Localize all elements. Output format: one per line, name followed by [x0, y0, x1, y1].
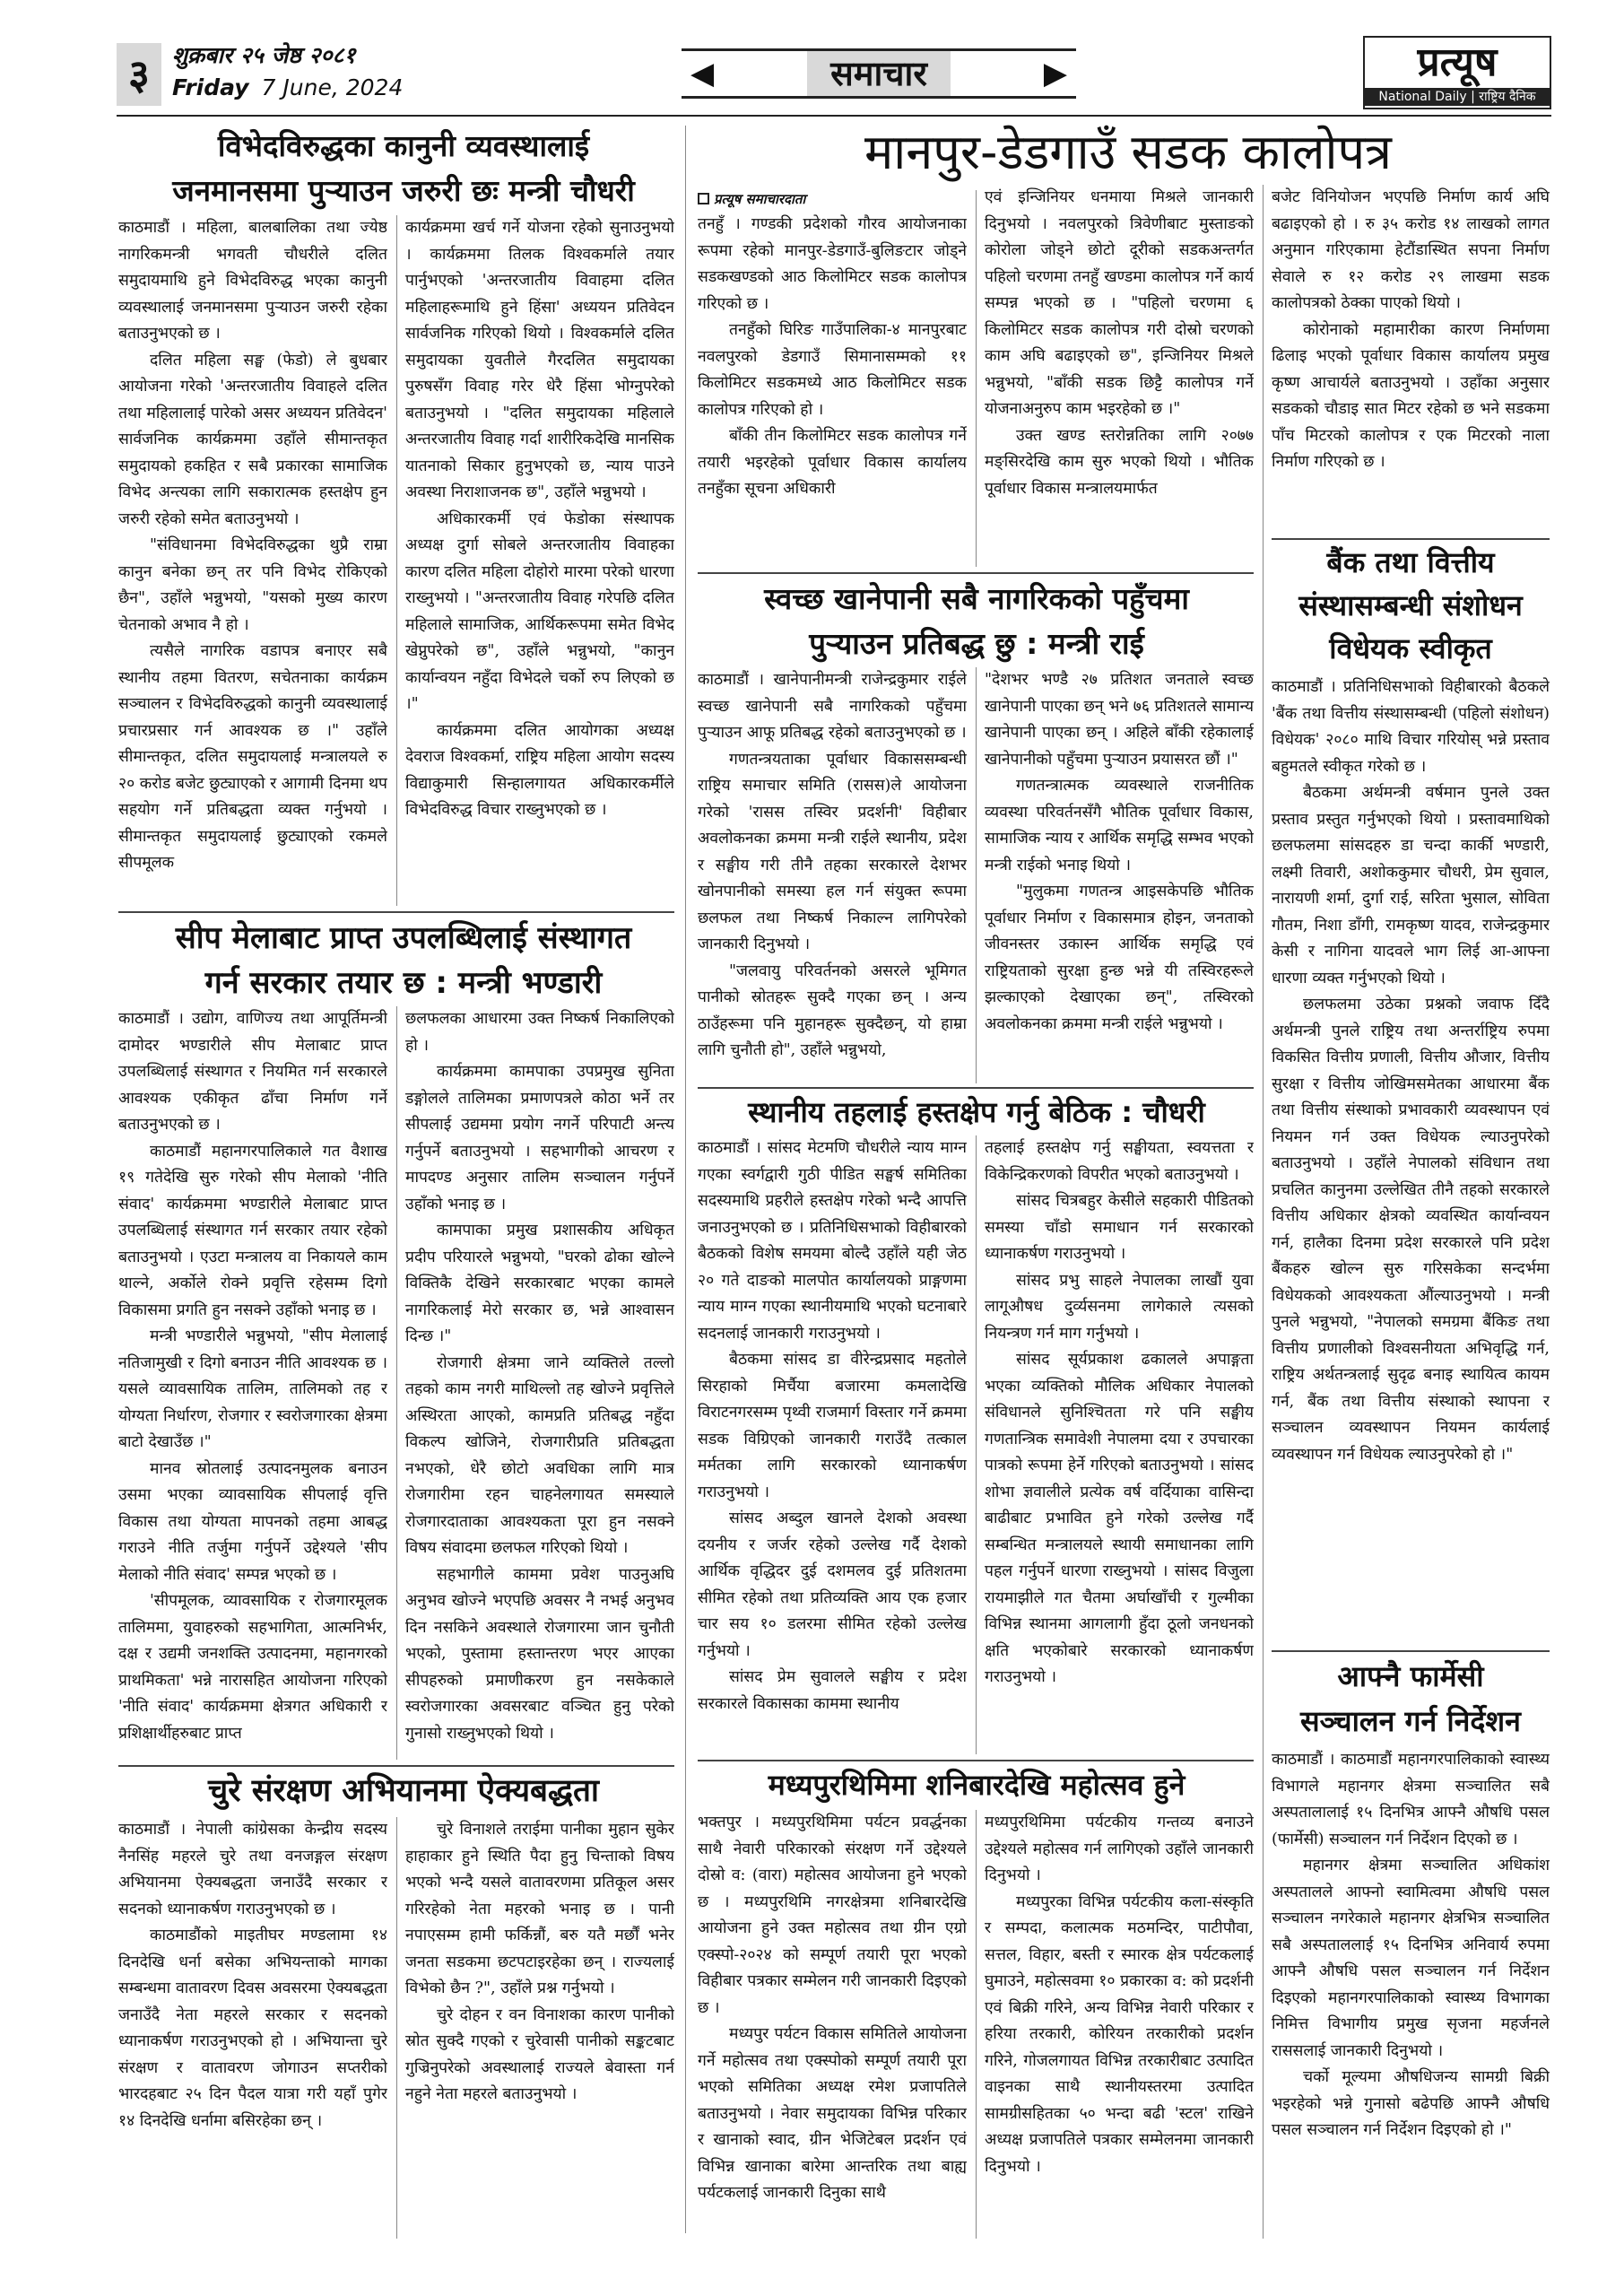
sthaniya-headline: स्थानीय तहलाई हस्तक्षेप गर्नु बेठिक : चौधरी	[748, 1095, 1205, 1129]
paragraph: तनहुँ । गण्डकी प्रदेशको गौरव आयोजनाका रूपमा रहेको मानपुर-डेडगाउँ-बुलिङटार जोड्ने सडकखण्डको आठ किलोमिटर सडक कालोपत्र गरिएको छ ।	[698, 215, 967, 313]
paragraph: गणतन्त्रात्मक व्यवस्थाले राजनीतिक व्यवस्था परिवर्तनसँगै भौतिक पूर्वाधार विकास, सामाजिक न्याय र आर्थिक समृद्धि सम्भव भएको मन्त्री राईको भनाइ थियो ।	[985, 777, 1254, 874]
triangle-left-icon: ◀	[690, 56, 715, 91]
paragraph: "मुलुकमा गणतन्त्र आइसकेपछि भौतिक पूर्वाधार निर्माण र विकासमात्र होइन, जनताको जीवनस्तर उकास्न आर्थिक समृद्धि एवं राष्ट्रियताको सुरक्षा हुन्छ भन्ने यी तस्विरहरूले झल्काएको देखाएका छन्", तस्विरको अवलोकनका क्रममा मन्त्री राईले भन्नुभयो ।	[985, 883, 1254, 1033]
pharmacy-headline-1: आफ्नै फार्मेसी	[1337, 1659, 1484, 1693]
paragraph: कार्यक्रममा कामपाका उपप्रमुख सुनिता डङ्गोलले तालिमका प्रमाणपत्रले कोठा भर्ने तर सीपलाई उद्यममा प्रयोग नगर्ने परिपाटी अन्त्य गर्नुपर्ने बताउनुभयो । सहभागीको आचरण र मापदण्ड अनुसार तालिम सञ्चालन गर्नुपर्ने उहाँको भनाइ छ ।	[405, 1063, 674, 1213]
checkbox-square-icon	[698, 193, 709, 204]
seep-headline-1: सीप मेलाबाट प्राप्त उपलब्धिलाई संस्थागत	[175, 920, 632, 956]
paragraph: सांसद अब्दुल खानले देशको अवस्था दयनीय र जर्जर रहेको उल्लेख गर्दै देशको आर्थिक वृद्धिदर दुई दशमलव दुई प्रतिशतमा सीमित रहेको तथा प्रतिव्यक्ति आय एक हजार चार सय १० डलरमा सीमित रहेको उल्लेख गर्नुभयो ।	[698, 1509, 967, 1660]
paragraph: 'सीपमूलक, व्यावसायिक र रोजगारमूलक तालिममा, युवाहरुको सहभागिता, आत्मनिर्भर, दक्ष र उद्यमी जनशक्ति उत्पादनमा, महानगरको प्राथमिकता' भन्ने नारासहित आयोजना गरिएको 'नीति संवाद' कार्यक्रममा क्षेत्रगत अधिकारी र प्रशिक्षार्थीहरुबाट प्राप्त	[118, 1592, 387, 1743]
day-english: Friday	[172, 74, 249, 100]
issue-dates	[172, 39, 403, 104]
paragraph: चर्को मूल्यमा औषधिजन्य सामग्री बिक्री भइरहेको भन्ने गुनासो बढेपछि आफ्नै औषधि पसल सञ्चालन गर्न निर्देशन दिइएको हो ।"	[1272, 2068, 1550, 2139]
paragraph: मन्त्री भण्डारीले भन्नुभयो, "सीप मेलालाई नतिजामुखी र दिगो बनाउन नीति आवश्यक छ । यसले व्यावसायिक तालिम, तालिमको तह र योग्यता निर्धारण, रोजगार र स्वरोजगारका क्षेत्रमा बाटो देखाउँछ ।"	[118, 1327, 387, 1451]
madhyapur-headline: मध्यपुरथिमिमा शनिबारदेखि महोत्सव हुने	[768, 1768, 1185, 1802]
manpur-column-3	[1272, 185, 1550, 538]
paragraph: तनहुँको घिरिङ गाउँपालिका-४ मानपुरबाट नवलपुरको डेडगाउँ सिमानासम्मको ११ किलोमिटर सडकमध्ये आठ किलोमिटर सडक कालोपत्र गरिएको हो ।	[698, 321, 967, 419]
chure-column-2	[405, 1817, 674, 2239]
masthead	[117, 36, 1551, 113]
bibhed-headline-1: विभेदविरुद्धका कानुनी व्यवस्थालाई	[217, 128, 590, 163]
date-english	[172, 72, 403, 104]
paragraph: काठमाडौं । उद्योग, वाणिज्य तथा आपूर्तिमन्त्री दामोदर भण्डारीले सीप मेलाबाट प्राप्त उपलब्धिलाई संस्थागत र नियमित गर्न सरकारले आवश्यक एकीकृत ढाँचा निर्माण गर्ने बताउनुभएको छ ।	[118, 1010, 387, 1134]
byline-text: प्रत्यूष समाचारदाता	[714, 191, 806, 207]
paragraph: गणतन्त्रयताका पूर्वाधार विकाससम्बन्धी राष्ट्रिय समाचार समिति (रासस)ले आयोजना गरेको 'रासस तस्विर प्रदर्शनी' विहीबार अवलोकनका क्रममा मन्त्री राईले स्थानीय, प्रदेश र सङ्घीय गरी तीनै तहका सरकारले देशभर खोनपानीको समस्या हल गर्न संयुक्त रूपमा छलफल तथा निष्कर्ष निकाल्न लागिपरेको जानकारी दिनुभयो ।	[698, 750, 967, 953]
bank-headline-2: संस्थासम्बन्धी संशोधन	[1298, 588, 1523, 622]
paragraph: कामपाका प्रमुख प्रशासकीय अधिकृत प्रदीप परियारले भन्नुभयो, "घरको ढोका खोल्ने विक्तिकै देखिने सरकारबाट भएका कामले नागरिकलाई मेरो सरकार छ, भन्ने आश्वासन दिन्छ ।"	[405, 1222, 674, 1345]
paragraph: तहलाई हस्तक्षेप गर्नु सङ्घीयता, स्वयत्तता र विकेन्द्रिकरणको विपरीत भएको बताउनुभयो ।	[985, 1139, 1254, 1184]
article-rule	[698, 1760, 1254, 1761]
paragraph: कार्यक्रममा खर्च गर्ने योजना रहेको सुनाउनुभयो । कार्यक्रममा तिलक विश्वकर्माले तयार पार्नुभएको 'अन्तरजातीय विवाहमा दलित महिलाहरूमाथि हुने हिंसा' अध्ययन प्रतिवेदन सार्वजनिक गरिएको थियो । विश्वकर्माले दलित समुदायका युवतीले गैरदलित समुदायका पुरुषसँग विवाह गरेर धेरै हिंसा भोग्नुपरेको बताउनुभयो । "दलित समुदायका महिलाले अन्तरजातीय विवाह गर्दा शारीरिकदेखि मानसिक यातनाको सिकार हुनुभएको छ, न्याय पाउने अवस्था निराशाजनक छ", उहाँले भन्नुभयो ।	[405, 219, 674, 501]
swachha-headline-1: स्वच्छ खानेपानी सबै नागरिकको पहुँचमा	[764, 581, 1189, 616]
paragraph: चुरे विनाशले तराईमा पानीका मुहान सुकेर हाहाकार हुने स्थिति पैदा हुनु चिन्ताको विषय भएको भन्दै यसले वातावरणमा प्रतिकूल असर गरिरहेको नेता महरको भनाइ छ । पानी नपाएसम्म हामी फर्किन्नौं, बरु यतै मर्छौं भनेर जनता सडकमा छटपटाइरहेका छन् । राज्यलाई विभेको छैन ?", उहाँले प्रश्न गर्नुभयो ।	[405, 1821, 674, 1997]
paragraph: एवं इन्जिनियर धनमाया मिश्रले जानकारी दिनुभयो । नवलपुरको त्रिवेणीबाट मुस्ताङको कोरोला जोड्ने छोटो दूरीको सडकअन्तर्गत पहिलो चरणमा तनहुँ खण्डमा कालोपत्र गर्ने कार्य सम्पन्न भएको छ । "पहिलो चरणमा ६ किलोमिटर सडक कालोपत्र गरी दोस्रो चरणको काम अघि बढाइएको छ", इन्जिनियर मिश्रले भन्नुभयो, "बाँकी सडक छिट्टै कालोपत्र गर्ने योजनाअनुरुप काम भइरहेको छ ।"	[985, 188, 1254, 418]
paragraph: महानगर क्षेत्रमा सञ्चालित अधिकांश अस्पतालले आफ्नो स्वामित्वमा औषधि पसल सञ्चालन नगरेकाले महानगर क्षेत्रभित्र सञ्चालित सबै अस्पताललाई १५ दिनभित्र अनिवार्य रुपमा आफ्नै औषधि पसल सञ्चालन गर्न निर्देशन दिइएको महानगरपालिकाको स्वास्थ्य विभागका निमित्त विभागीय प्रमुख सृजना महर्जनले राससलाई जानकारी दिनुभयो ।	[1272, 1857, 1550, 2060]
paragraph: मानव स्रोतलाई उत्पादनमुलक बनाउन उसमा भएका व्यावसायिक सीपलाई वृत्ति विकास तथा योग्यता मापनको तहमा आबद्ध गराउने नीति तर्जुमा गर्नुपर्ने उद्देश्यले 'सीप मेलाको नीति संवाद' सम्पन्न भएको छ ।	[118, 1459, 387, 1584]
paragraph: मध्यपुर पर्यटन विकास समितिले आयोजना गर्ने महोत्सव तथा एक्स्पोको सम्पूर्ण तयारी पूरा भएको समितिका अध्यक्ष रमेश प्रजापतिले बताउनुभयो । नेवार समुदायका विभिन्न परिकार र खानाको स्वाद, ग्रीन भेजिटेबल प्रदर्शन एवं विभिन्न खानाका बारेमा आन्तरिक तथा बाह्य पर्यटकलाई जानकारी दिनुका साथै	[698, 2025, 967, 2202]
paragraph: काठमाडौं । प्रतिनिधिसभाको विहीबारको बैठकले 'बैंक तथा वित्तीय संस्थासम्बन्धी (पहिलो संशोधन) विधेयक' २०८० माथि विचार गरियोस् भन्ने प्रस्ताव बहुमतले स्वीकृत गरेको छ ।	[1272, 678, 1550, 776]
swachha-headline-2: पुर्‍याउन प्रतिबद्ध छु : मन्त्री राई	[809, 626, 1144, 661]
chure-headline: चुरे संरक्षण अभियानमा ऐक्यबद्धता	[207, 1773, 599, 1809]
bibhed-headline-2: जनमानसमा पुर्‍याउन जरुरी छः मन्त्री चौधरी	[172, 173, 635, 208]
column-divider	[396, 1817, 397, 2239]
paragraph: काठमाडौं । सांसद मेटमणि चौधरीले न्याय माग्न गएका स्वर्गद्वारी गुठी पीडित सङ्घर्ष समितिका सदस्यमाथि प्रहरीले हस्तक्षेप गरेको भन्दै आपत्ति जनाउनुभएको छ । प्रतिनिधिसभाको विहीबारको बैठकको विशेष समयमा बोल्दै उहाँले यही जेठ २० गते दाङको मालपोत कार्यालयको प्राङ्गणमा न्याय माग्न गएका स्थानीयमाथि भएको घटनाबारे सदनलाई जानकारी गराउनुभयो ।	[698, 1139, 967, 1343]
sthaniya-column-1	[698, 1135, 967, 1754]
swachha-column-1	[698, 667, 967, 1083]
paragraph: काठमाडौं । काठमाडौं महानगरपालिकाको स्वास्थ्य विभागले महानगर क्षेत्रमा सञ्चालित सबै अस्पतालालाई १५ दिनभित्र आफ्नै औषधि पसल (फार्मेसी) सञ्चालन गर्न निर्देशन दिएको छ ।	[1272, 1751, 1550, 1848]
paragraph: मध्यपुरथिमिमा पर्यटकीय गन्तव्य बनाउने उद्देश्यले महोत्सव गर्न लागिएको उहाँले जानकारी दिनुभयो ।	[985, 1813, 1254, 1884]
article-rule	[698, 1087, 1254, 1089]
manpur-column-1	[698, 212, 967, 567]
article-rule	[1272, 1650, 1550, 1652]
paragraph: सहभागीले काममा प्रवेश पाउनुअघि अनुभव खोज्ने भएपछि अवसर नै नभई अनुभव दिन नसकिने अवस्थाले रोजगारमा जान चुनौती भएको, पुस्तामा हस्तान्तरण भएर आएका सीपहरुको प्रमाणीकरण हुन नसकेकाले स्वरोजगारका अवसरबाट वञ्चित हुनु परेको गुनासो राख्नुभएको थियो ।	[405, 1565, 674, 1743]
paragraph: सांसद चित्रबहुर केसीले सहकारी पीडितको समस्या चाँडो समाधान गर्न सरकारको ध्यानाकर्षण गराउनुभयो ।	[985, 1192, 1254, 1263]
manpur-byline	[698, 190, 805, 208]
seep-headline-2: गर्न सरकार तयार छ : मन्त्री भण्डारी	[204, 965, 603, 1001]
column-divider	[976, 667, 977, 1083]
paragraph: काठमाडौं । नेपाली कांग्रेसका केन्द्रीय सदस्य नैनसिंह महरले चुरे तथा वनजङ्गल संरक्षण अभियानमा ऐक्यबद्धता जनाउँदै सरकार र सदनको ध्यानाकर्षण गराउनुभएको छ ।	[118, 1821, 387, 1918]
madhyapur-column-1	[698, 1810, 967, 2239]
column-divider	[1263, 185, 1264, 2239]
paragraph: काठमाडौं । खानेपानीमन्त्री राजेन्द्रकुमार राईले स्वच्छ खानेपानी सबै नागरिकको पहुँचमा पुर्‍याउन आफू प्रतिबद्ध रहेको बताउनुभएको छ ।	[698, 671, 967, 742]
paragraph: चुरे दोहन र वन विनाशका कारण पानीको स्रोत सुक्दै गएको र चुरेवासी पानीको सङ्कटबाट गुज्रिनुपरेको अवस्थालाई राज्यले बेवास्ता गर्न नहुने नेता महरले बताउनुभयो ।	[405, 2005, 674, 2103]
sthaniya-column-2	[985, 1135, 1254, 1754]
column-divider	[976, 1810, 977, 2239]
newspaper-logo	[1363, 36, 1551, 109]
paragraph: उक्त खण्ड स्तरोन्नतिका लागि २०७७ मङ्सिरदेखि काम सुरु भएको थियो । भौतिक पूर्वाधार विकास मन्त्रालयमार्फत	[985, 426, 1254, 498]
paragraph: बाँकी तीन किलोमिटर सडक कालोपत्र गर्ने तयारी भइरहेको पूर्वाधार विकास कार्यालय तनहुँका सूचना अधिकारी	[698, 427, 967, 498]
paragraph: कोरोनाको महामारीका कारण निर्माणमा ढिलाइ भएको पूर्वाधार विकास कार्यालय प्रमुख कृष्ण आचार्यले बताउनुभयो । उहाँका अनुसार सडकको चौडाइ सात मिटर रहेको छ भने सडकमा पाँच मिटरको कालोपत्र र एक मिटरको नाला निर्माण गरिएको छ ।	[1272, 320, 1550, 471]
bank-headline-3: विधेयक स्वीकृत	[1329, 631, 1492, 665]
column-divider	[976, 190, 977, 567]
paragraph: छलफलमा उठेका प्रश्नको जवाफ दिँदै अर्थमन्त्री पुनले राष्ट्रिय तथा अन्तर्राष्ट्रिय रुपमा विकसित वित्तीय प्रणाली, वित्तीय औजार, वित्तीय सुरक्षा र वित्तीय जोखिमसमेतका आधारमा बैंक तथा वित्तीय संस्थाको प्रभावकारी व्यवस्थापन एवं नियमन गर्न उक्त विधेयक ल्याउनुपरेको बताउनुभयो । उहाँले नेपालको संविधान तथा प्रचलित कानुनमा उल्लेखित तीनै तहको सरकारले वित्तीय अधिकार क्षेत्रको व्यवस्थित कार्यान्वयन गर्न, हालैका दिनमा प्रदेश सरकारले पनि प्रदेश बैंकहरु खोल्न सुरु गरिसकेका सन्दर्भमा विधेयकको आवश्यकता औंल्याउनुभयो । मन्त्री पुनले भन्नुभयो, "नेपालको समग्रमा बैंकिङ तथा वित्तीय प्रणालीको विश्वसनीयता अभिवृद्धि गर्न, राष्ट्रिय अर्थतन्त्रलाई सुदृढ बनाइ स्थायित्व कायम गर्न, बैंक तथा वित्तीय संस्थाको स्थापना र सञ्चालन व्यवस्थापन नियमन कार्यलाई व्यवस्थापन गर्न विधेयक ल्याउनुपरेको हो ।"	[1272, 996, 1550, 1464]
column-divider	[396, 215, 397, 906]
paragraph: "जलवायु परिवर्तनको असरले भूमिगत पानीको स्रोतहरू सुक्दै गएका छन् । अन्य ठाउँहरूमा पनि मुहानहरू सुक्दैछन्, यो हाम्रा लागि चुनौती हो", उहाँले भन्नुभयो,	[698, 961, 967, 1059]
paragraph: काठमाडौंको माइतीघर मण्डलामा १४ दिनदेखि धर्ना बसेका अभियन्ताको मागका सम्बन्धमा वातावरण दिवस अवसरमा ऐक्यबद्धता जनाउँदै नेता महरले सरकार र सदनको ध्यानाकर्षण गराउनुभएको हो । अभियान्ता चुरे संरक्षण र वातावरण जोगाउन सप्तरीको भारदहबाट २५ दिन पैदल यात्रा गरी यहाँ पुगेर १४ दिनदेखि धर्नामा बसिरहेका छन् ।	[118, 1926, 387, 2130]
bank-headline-1: बैंक तथा वित्तीय	[1326, 545, 1495, 579]
pharmacy-headline-2: सञ्चालन गर्न निर्देशन	[1300, 1704, 1521, 1738]
masthead-rule	[117, 115, 1551, 117]
section-banner	[682, 48, 1076, 99]
page-number: ३	[117, 43, 161, 106]
article-rule	[118, 911, 674, 913]
logo-subtitle: National Daily | राष्ट्रिय दैनिक	[1365, 88, 1550, 106]
paragraph: काठमाडौं । महिला, बालबालिका तथा ज्येष्ठ नागरिकमन्त्री भगवती चौधरीले दलित समुदायमाथि हुने विभेदविरुद्ध भएका कानुनी व्यवस्थालाई जनमानसमा पुर्‍याउन जरुरी रहेका बताउनुभएको छ ।	[118, 219, 387, 343]
swachha-column-2	[985, 667, 1254, 1083]
paragraph: मध्यपुरका विभिन्न पर्यटकीय कला-संस्कृति र सम्पदा, कलात्मक मठमन्दिर, पाटीपौवा, सत्तल, विहार, बस्ती र स्मारक क्षेत्र पर्यटकलाई घुमाउने, महोत्सवमा १० प्रकारका व: को प्रदर्शनी एवं बिक्री गरिने, अन्य विभिन्न नेवारी परिकार र हरिया तरकारी, कोरियन तरकारीको प्रदर्शन गरिने, गोजलगायत विभिन्न तरकारीबाट उत्पादित वाइनका साथै स्थानीयस्तरमा उत्पादित सामग्रीसहितका ५० भन्दा बढी 'स्टल' राखिने अध्यक्ष प्रजापतिले पत्रकार सम्मेलनमा जानकारी दिनुभयो ।	[985, 1892, 1254, 2176]
date-english-text: 7 June, 2024	[261, 74, 404, 100]
paragraph: भक्तपुर । मध्यपुरथिमिमा पर्यटन प्रवर्द्धनका साथै नेवारी परिकारको संरक्षण गर्ने उद्देश्यले दोस्रो व: (वारा) महोत्सव आयोजना हुने भएको छ । मध्यपुरथिमि नगरक्षेत्रमा शनिबारदेखि आयोजना हुने उक्त महोत्सव तथा ग्रीन एग्रो एक्स्पो-२०२४ को सम्पूर्ण तयारी पूरा भएको विहीबार पत्रकार सम्मेलन गरी जानकारी दिइएको छ ।	[698, 1813, 967, 2017]
seep-column-2	[405, 1006, 674, 1760]
column-divider	[396, 1006, 397, 1760]
paragraph: रोजगारी क्षेत्रमा जाने व्यक्तिले तल्लो तहको काम नगरी माथिल्लो तह खोज्ने प्रवृत्तिले अस्थिरता आएको, कामप्रति प्रतिबद्ध नहुँदा विकल्प खोजिने, रोजगारीप्रति प्रतिबद्धता नभएको, धेरै छोटो अवधिका लागि मात्र रोजगारीमा रहन चाहनेलगायत समस्याले रोजगारदाताका आवश्यकता पूरा हुन नसक्ने विषय संवादमा छलफल गरिएको थियो ।	[405, 1353, 674, 1557]
paragraph: काठमाडौं महानगरपालिकाले गत वैशाख १९ गतेदेखि सुरु गरेको सीप मेलाको 'नीति संवाद' कार्यक्रममा भण्डारीले मेलाबाट प्राप्त उपलब्धिलाई संस्थागत गर्न सरकार तयार रहेको बताउनुभयो । एउटा मन्त्रालय वा निकायले काम थाल्ने, अर्कोले रोक्ने प्रवृत्ति रहेसम्म दिगो विकासमा प्रगति हुन नसक्ने उहाँको भनाइ छ ।	[118, 1142, 387, 1319]
paragraph: छलफलका आधारमा उक्त निष्कर्ष निकालिएको हो ।	[405, 1010, 674, 1055]
chure-column-1	[118, 1817, 387, 2239]
paragraph: "संविधानमा विभेदविरुद्धका थुप्रै राम्रा कानुन बनेका छन् तर पनि विभेद रोकिएको छैन", उहाँले भन्नुभयो, "यसको मुख्य कारण चेतनाको अभाव नै हो ।	[118, 536, 387, 634]
manpur-column-2	[985, 185, 1254, 567]
paragraph: अधिकारकर्मी एवं फेडोका संस्थापक अध्यक्ष दुर्गा सोबले अन्तरजातीय विवाहका कारण दलित महिला दोहोरो मारमा परेको धारणा राख्नुभयो । "अन्तरजातीय विवाह गरेपछि दलित महिलाले सामाजिक, आर्थिकरूपमा समेत विभेद खेप्नुपरेको छ", उहाँले भन्नुभयो, "कानुन कार्यान्वयन नहुँदा विभेदले चर्को रुप लिएको छ ।"	[405, 509, 674, 713]
article-rule	[1272, 538, 1550, 540]
paragraph: दलित महिला सङ्घ (फेडो) ले बुधबार आयोजना गरेको 'अन्तरजातीय विवाहले दलित तथा महिलालाई पारेको असर अध्ययन प्रतिवेदन' सार्वजनिक कार्यक्रममा उहाँले सीमान्तकृत समुदायको हकहित र सबै प्रकारका सामाजिक विभेद अन्त्यका लागि सकारात्मक हस्तक्षेप हुन जरुरी रहेको समेत बताउनुभयो ।	[118, 351, 387, 528]
pharmacy-column	[1272, 1747, 1550, 2239]
paragraph: सांसद सूर्यप्रकाश ढकालले अपाङ्गता भएका व्यक्तिको मौलिक अधिकार नेपालको संविधानले सुनिश्चितता गरे पनि सङ्घीय गणतान्त्रिक समावेशी नेपालमा दया र उपचारका पात्रको रूपमा हेर्ने गरिएको बताउनुभयो । सांसद शोभा ज्ञवालीले प्रत्येक वर्ष वर्दियाका वासिन्दा बाढीबाट प्रभावित हुने गरेको उल्लेख गर्दै सम्बन्धित मन्त्रालयले स्थायी समाधानका लागि पहल गर्नुपर्ने धारणा राख्नुभयो । सांसद विजुला रायमाझीले गत चैतमा अर्घाखाँची र गुल्मीका विभिन्न स्थानमा आगलागी हुँदा ठूलो जनधनको क्षति भएकोबारे सरकारको ध्यानाकर्षण गराउनुभयो ।	[985, 1351, 1254, 1686]
seep-column-1	[118, 1006, 387, 1760]
paragraph: "देशभर भण्डै २७ प्रतिशत जनताले स्वच्छ खानेपानी पाएका छन् भने ७६ प्रतिशतले सामान्य खानेपानी पाएका छन् । अहिले बाँकी रहेकालाई खानेपानीको पहुँचमा पुर्‍याउन प्रयासरत छौं ।"	[985, 671, 1254, 769]
date-nepali: शुक्रबार २५ जेष्ठ २०८१	[172, 42, 356, 68]
bibhed-column-2	[405, 215, 674, 906]
madhyapur-column-2	[985, 1810, 1254, 2239]
column-divider	[976, 1135, 977, 1754]
triangle-right-icon: ▶	[1043, 56, 1067, 91]
paragraph: बैठकमा सांसद डा वीरेन्द्रप्रसाद महतोले सिरहाको मिर्चैया बजारमा कमलादेखि विराटनगरसम्म पृथ्वी राजमार्ग विस्तार गर्ने क्रममा सडक विग्रिएको जानकारी गराउँदै तत्काल मर्मतका लागि सरकारको ध्यानाकर्षण गराउनुभयो ।	[698, 1351, 967, 1501]
paragraph: सांसद प्रेम सुवालले सङ्घीय र प्रदेश सरकारले विकासका काममा स्थानीय	[698, 1668, 967, 1713]
article-rule	[118, 1765, 674, 1767]
section-title: समाचार	[807, 51, 951, 96]
article-rule	[698, 572, 1254, 574]
bank-column	[1272, 674, 1550, 1643]
paragraph: बैठकमा अर्थमन्त्री वर्षमान पुनले उक्त प्रस्ताव प्रस्तुत गर्नुभएको थियो । प्रस्तावमाथिको छलफलमा सांसदहरु डा चन्दा कार्की भण्डारी, लक्ष्मी तिवारी, अशोककुमार चौधरी, प्रेम सुवाल, नारायणी शर्मा, दुर्गा राई, सरिता भुसाल, सोविता गौतम, निशा डाँगी, रामकृष्ण यादव, राजेन्द्रकुमार केसी र नागिना यादवले भाग लिई आ-आफ्ना धारणा व्यक्त गर्नुभएको थियो ।	[1272, 784, 1550, 987]
manpur-headline: मानपुर-डेडगाउँ सडक कालोपत्र	[864, 124, 1392, 180]
paragraph: कार्यक्रममा दलित आयोगका अध्यक्ष देवराज विश्वकर्मा, राष्ट्रिय महिला आयोग सदस्य विद्याकुमारी सिन्हालगायत अधिकारकर्मीले विभेदविरुद्ध विचार राख्नुभएको छ ।	[405, 721, 674, 819]
logo-name: प्रत्यूष	[1417, 39, 1498, 85]
paragraph: बजेट विनियोजन भएपछि निर्माण कार्य अघि बढाइएको हो । रु ३५ करोड १४ लाखको लागत अनुमान गरिएकामा हेटौंडास्थित सपना निर्माण सेवाले रु १२ करोड २९ लाखमा सडक कालोपत्रको ठेक्का पाएको थियो ।	[1272, 188, 1550, 312]
paragraph: सांसद प्रभु साहले नेपालका लाखौं युवा लागूऔषध दुर्व्यसनमा लागेकाले त्यसको नियन्त्रण गर्न माग गर्नुभयो ।	[985, 1271, 1254, 1343]
paragraph: त्यसैले नागरिक वडापत्र बनाएर सबै स्थानीय तहमा वितरण, सचेतनाका कार्यक्रम सञ्चालन र विभेदविरुद्धको कानुनी व्यवस्थालाई प्रचारप्रसार गर्न आवश्यक छ ।" उहाँले सीमान्तकृत, दलित समुदायलाई मन्त्रालयले रु २० करोड बजेट छुट्याएको र आगामी दिनमा थप सहयोग गर्ने प्रतिबद्धता व्यक्त गर्नुभयो । सीमान्तकृत समुदायलाई छुट्याएको रकमले सीपमूलक	[118, 642, 387, 872]
bibhed-column-1	[118, 215, 387, 906]
section-divider	[685, 126, 686, 2233]
